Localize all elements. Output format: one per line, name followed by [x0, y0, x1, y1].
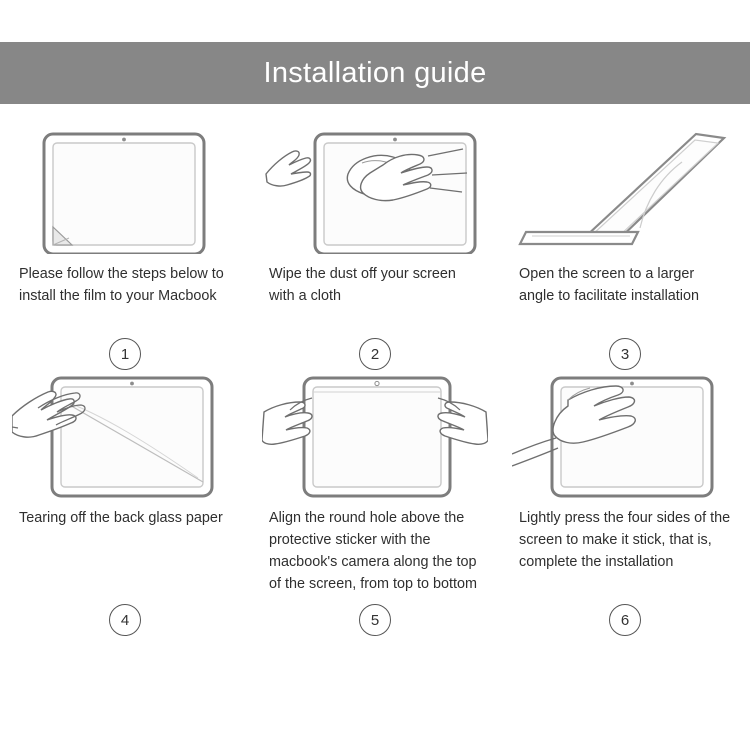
step-number-4: 4 [109, 604, 141, 636]
step-card-3 [500, 126, 750, 370]
step-card-2 [250, 126, 500, 370]
illustration-laptop-open-wide-angle [512, 126, 738, 254]
header-banner [0, 42, 750, 104]
step-caption-6: Lightly press the four sides of the screen to make it stick, that is, complete the installation [519, 510, 731, 570]
step-number-1: 1 [109, 338, 141, 370]
step-caption-3: Open the screen to a larger angle to facilitate installation [519, 266, 699, 304]
step-card-4 [0, 370, 250, 636]
step-number-6: 6 [609, 604, 641, 636]
steps-grid [0, 126, 750, 636]
step-card-1 [0, 126, 250, 370]
illustration-hands-peeling-back-paper [12, 370, 238, 498]
illustration-hand-pressing-screen-edges [512, 370, 738, 498]
step-number-5: 5 [359, 604, 391, 636]
page-title: Installation guide [263, 56, 487, 89]
step-card-5 [250, 370, 500, 636]
illustration-two-hands-aligning-film [262, 370, 488, 498]
step-caption-1: Please follow the steps below to install the film to your Macbook [19, 266, 224, 304]
step-caption-5: Align the round hole above the protective sticker with the macbook's camera along the top of the screen, from top to bottom [269, 510, 477, 592]
step-card-6 [500, 370, 750, 636]
illustration-tablet-with-peeling-film [12, 126, 238, 254]
step-number-2: 2 [359, 338, 391, 370]
step-caption-4: Tearing off the back glass paper [19, 510, 223, 526]
step-caption-2: Wipe the dust off your screen with a cloth [269, 266, 456, 304]
illustration-hand-wiping-screen-with-cloth [262, 126, 488, 254]
step-number-3: 3 [609, 338, 641, 370]
